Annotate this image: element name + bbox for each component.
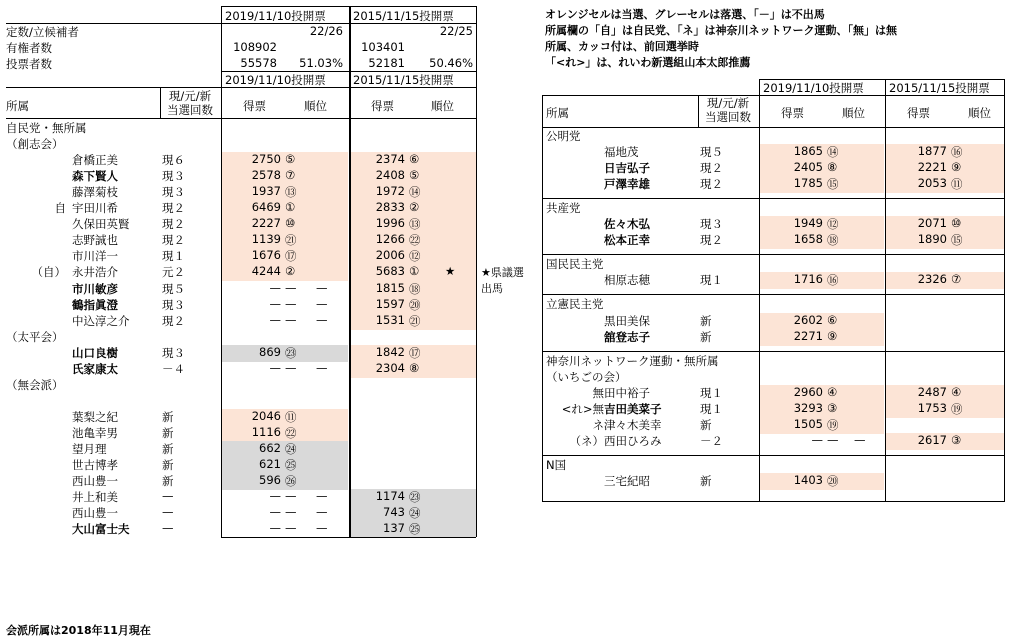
candidate-name: 相原志穂 bbox=[604, 273, 650, 288]
votes-2019: 1949 bbox=[793, 216, 823, 231]
votes-2019: 1403 bbox=[793, 472, 823, 487]
rank-2019-dash: — bbox=[316, 312, 328, 327]
votes-2015: 1877 bbox=[917, 144, 947, 159]
line bbox=[1004, 79, 1005, 502]
meta-2015-value: 52181 bbox=[368, 56, 405, 70]
candidate-name: 倉橋正美 bbox=[72, 153, 118, 168]
votes-2015: 1815 bbox=[375, 280, 405, 295]
candidate-status: 現３ bbox=[162, 185, 185, 200]
votes-2015: 2374 bbox=[375, 152, 405, 167]
line bbox=[6, 23, 476, 24]
votes-2015: 2617 bbox=[917, 432, 947, 447]
votes-2015: 1531 bbox=[375, 312, 405, 327]
rank-2019: ⑰ bbox=[285, 249, 297, 264]
votes-2019: — bbox=[811, 432, 823, 447]
meta-2019-value: 55578 bbox=[240, 56, 277, 70]
candidate-status: 新 bbox=[700, 313, 712, 328]
candidate-status: 新 bbox=[162, 474, 174, 489]
candidate-status: 現６ bbox=[162, 153, 185, 168]
votes-2019: 2271 bbox=[793, 328, 823, 343]
rank-2019: ⑦ bbox=[285, 168, 296, 183]
meta-2015-pct: 50.46% bbox=[429, 56, 473, 70]
votes-2019: — bbox=[269, 489, 281, 504]
rank-2015: ⑮ bbox=[951, 233, 963, 248]
candidate-status: 現５ bbox=[162, 281, 185, 296]
rank-2019: ⑮ bbox=[827, 177, 839, 192]
votes-2019: 662 bbox=[259, 441, 281, 455]
group-label: （太平会） bbox=[6, 329, 64, 344]
candidate-status: 現１ bbox=[162, 249, 185, 264]
rank-2015: ⑱ bbox=[409, 281, 421, 296]
rank-2015: ⑪ bbox=[951, 177, 963, 192]
candidate-status: 現２ bbox=[162, 313, 185, 328]
candidate-name: 山口良樹 bbox=[72, 345, 118, 360]
candidate-name: 佐々木弘 bbox=[604, 217, 650, 232]
rank-2019: ⑫ bbox=[827, 217, 839, 232]
line bbox=[542, 501, 1004, 502]
votes-2019: 2960 bbox=[793, 384, 823, 399]
date-2019-subheader: 2019/11/10投開票 bbox=[225, 73, 326, 87]
date-2019-header: 2019/11/10投開票 bbox=[763, 81, 864, 95]
line bbox=[542, 294, 1004, 295]
rank-2015: ④ bbox=[951, 384, 962, 399]
candidate-name: 望月理 bbox=[72, 442, 107, 456]
group-label: （創志会） bbox=[6, 137, 64, 152]
votes-2019: 2405 bbox=[793, 160, 823, 175]
candidate-status: 現２ bbox=[700, 233, 723, 248]
line bbox=[542, 95, 1004, 96]
rank-2019: — bbox=[285, 360, 297, 375]
rank-2015: ㉒ bbox=[409, 233, 421, 248]
col-header-votes-2015: 得票 bbox=[371, 99, 394, 113]
votes-2015: 1890 bbox=[917, 232, 947, 247]
candidate-name: 中込淳之介 bbox=[72, 313, 130, 328]
line bbox=[542, 127, 1004, 128]
candidate-status: 新 bbox=[162, 458, 174, 473]
votes-2015: 137 bbox=[383, 521, 405, 536]
candidate-name: 森下賢人 bbox=[72, 169, 118, 184]
candidate-name: 葉梨之紀 bbox=[72, 409, 118, 424]
votes-2015: 1597 bbox=[375, 296, 405, 311]
candidate-name: 世古博孝 bbox=[72, 458, 118, 473]
votes-2019: 1785 bbox=[793, 176, 823, 191]
votes-2015: 2006 bbox=[375, 248, 405, 263]
candidate-status: 現１ bbox=[700, 401, 723, 416]
candidate-status: 現２ bbox=[700, 161, 723, 176]
rank-2019: ⑬ bbox=[285, 185, 297, 200]
rank-2019: ㉑ bbox=[285, 233, 297, 248]
votes-2019: — bbox=[269, 505, 281, 520]
votes-2019: 1716 bbox=[793, 272, 823, 287]
votes-2015: 2833 bbox=[375, 200, 405, 215]
rank-2019: ㉖ bbox=[285, 474, 297, 489]
votes-2015: 1842 bbox=[375, 344, 405, 359]
group-label: N国 bbox=[546, 457, 567, 472]
candidate-status: 現２ bbox=[162, 233, 185, 248]
candidate-status: 新 bbox=[162, 425, 174, 440]
rank-2015: ㉕ bbox=[409, 522, 421, 537]
votes-2019: — bbox=[269, 280, 281, 295]
rank-2019: ⑭ bbox=[827, 145, 839, 160]
candidate-name: 鶴指眞澄 bbox=[72, 297, 118, 312]
line bbox=[6, 87, 476, 88]
candidate-name: 西山豊一 bbox=[72, 506, 118, 521]
rank-2015: ⑦ bbox=[951, 272, 962, 287]
votes-2015: 1174 bbox=[375, 489, 405, 504]
candidate-status: 新 bbox=[700, 417, 712, 432]
line bbox=[885, 79, 886, 502]
rank-2019: — bbox=[285, 312, 297, 327]
rank-2019: ⑲ bbox=[827, 417, 839, 432]
rank-2019: ⑧ bbox=[827, 160, 838, 175]
meta-2015-value: 103401 bbox=[361, 40, 405, 54]
rank-2019-dash: — bbox=[316, 296, 328, 311]
candidate-status: 現３ bbox=[162, 345, 185, 360]
rank-2015: ⑭ bbox=[409, 185, 421, 200]
rank-2019-dash: — bbox=[316, 521, 328, 536]
col-header-status-count: 当選回数 bbox=[705, 110, 751, 124]
rank-2015: ㉓ bbox=[409, 490, 421, 505]
candidate-status: 新 bbox=[700, 473, 712, 488]
candidate-name: 日吉弘子 bbox=[604, 161, 650, 176]
meta-2015-value: 22/25 bbox=[439, 24, 473, 38]
candidate-name: 久保田英賢 bbox=[72, 217, 130, 232]
col-header-status: 現/元/新 bbox=[168, 89, 212, 103]
votes-2019: — bbox=[269, 312, 281, 327]
rank-2019: ⑱ bbox=[827, 233, 839, 248]
candidate-status: 現２ bbox=[162, 217, 185, 232]
rank-2019: ㉕ bbox=[285, 458, 297, 473]
group-label: 国民民主党 bbox=[546, 257, 604, 272]
line bbox=[160, 87, 161, 118]
candidate-name: 市川敏彦 bbox=[72, 281, 118, 296]
rank-2015: ⑰ bbox=[409, 345, 421, 360]
candidate-status: 現３ bbox=[162, 297, 185, 312]
votes-2019: 1676 bbox=[251, 248, 281, 263]
rank-2019: ⑪ bbox=[285, 409, 297, 424]
candidate-name: 津々木美幸 bbox=[604, 417, 662, 432]
candidate-affiliation: 無 bbox=[592, 385, 604, 400]
votes-2015: 2221 bbox=[917, 160, 947, 175]
candidate-name: 田中裕子 bbox=[604, 385, 650, 400]
line bbox=[698, 95, 699, 127]
rank-2015: ㉑ bbox=[409, 313, 421, 328]
legend-note-line: 所属、カッコ付は、前回選挙時 bbox=[545, 40, 699, 53]
votes-2019: 2227 bbox=[251, 216, 281, 231]
candidate-name: 藤澤菊枝 bbox=[72, 185, 118, 200]
line bbox=[221, 537, 476, 538]
rank-2019: ⑩ bbox=[285, 216, 296, 231]
footnote: 会派所属は2018年11月現在 bbox=[6, 624, 151, 637]
votes-2019: 869 bbox=[259, 344, 281, 359]
rank-2015: ⑳ bbox=[409, 297, 421, 312]
votes-2019: 2602 bbox=[793, 312, 823, 327]
col-header-status-count: 当選回数 bbox=[167, 103, 213, 117]
rank-2019: — bbox=[285, 280, 297, 295]
meta-2019-value: 22/26 bbox=[309, 24, 343, 38]
meta-label: 定数/立候補者 bbox=[6, 25, 79, 39]
line bbox=[542, 455, 1004, 456]
candidate-name: 宇田川希 bbox=[72, 201, 118, 216]
votes-2015: 2326 bbox=[917, 272, 947, 287]
line bbox=[759, 79, 760, 502]
candidate-name: 戸澤幸雄 bbox=[604, 177, 650, 192]
rank-2019: ③ bbox=[827, 400, 838, 415]
rank-2015: ① bbox=[409, 264, 420, 279]
votes-2019: 1116 bbox=[251, 424, 281, 439]
rank-2019: — bbox=[827, 432, 839, 447]
rank-2019: ⑨ bbox=[827, 328, 838, 343]
date-2019-header: 2019/11/10投開票 bbox=[225, 9, 326, 23]
candidate-status: 現３ bbox=[700, 217, 723, 232]
candidate-name: 舘登志子 bbox=[604, 329, 650, 344]
candidate-affiliation: （ネ） bbox=[569, 433, 604, 448]
candidate-name: 市川洋一 bbox=[72, 249, 118, 264]
rank-2019: ㉓ bbox=[285, 345, 297, 360]
rank-2015: ⑨ bbox=[951, 160, 962, 175]
date-2015-header: 2015/11/15投開票 bbox=[353, 9, 454, 23]
candidate-name: 黒田美保 bbox=[604, 313, 650, 328]
rank-2019-dash: — bbox=[854, 432, 866, 447]
col-header-rank-2019: 順位 bbox=[842, 106, 865, 120]
rank-2019: — bbox=[285, 489, 297, 504]
rank-2019: ② bbox=[285, 264, 296, 279]
candidate-status: — bbox=[162, 521, 174, 536]
candidate-name: 松本正幸 bbox=[604, 233, 650, 248]
rank-2019: ⑥ bbox=[827, 312, 838, 327]
col-header-party: 所属 bbox=[546, 106, 569, 120]
col-header-rank-2015: 順位 bbox=[968, 106, 991, 120]
star-note-line1: ★県議選 bbox=[481, 266, 524, 280]
line bbox=[221, 6, 222, 537]
date-2015-subheader: 2015/11/15投開票 bbox=[353, 73, 454, 87]
candidate-status: 新 bbox=[700, 329, 712, 344]
candidate-name: 志野誠也 bbox=[72, 233, 118, 248]
candidate-status: 新 bbox=[162, 409, 174, 424]
group-label: 立憲民主党 bbox=[546, 297, 604, 312]
rank-2019-dash: — bbox=[316, 505, 328, 520]
candidate-status: 現５ bbox=[700, 145, 723, 160]
rank-2019: ⑯ bbox=[827, 273, 839, 288]
votes-2015: 2487 bbox=[917, 384, 947, 399]
candidate-status: 現２ bbox=[162, 201, 185, 216]
candidate-status: 新 bbox=[162, 442, 174, 456]
candidate-name: 池亀幸男 bbox=[72, 425, 118, 440]
group-label: 神奈川ネットワーク運動・無所属 bbox=[546, 353, 719, 368]
right-results-table bbox=[540, 0, 1010, 610]
group-label: 共産党 bbox=[546, 201, 581, 216]
col-header-status: 現/元/新 bbox=[706, 96, 750, 110]
candidate-status: 現１ bbox=[700, 385, 723, 400]
candidate-status: －４ bbox=[162, 361, 185, 376]
line bbox=[349, 6, 351, 537]
rank-2015: ⑤ bbox=[409, 168, 420, 183]
col-header-votes-2019: 得票 bbox=[243, 99, 266, 113]
candidate-status: 現１ bbox=[700, 273, 723, 288]
candidate-name: 大山富士夫 bbox=[72, 522, 130, 537]
candidate-name: 永井浩介 bbox=[72, 265, 118, 280]
rank-2015: ⑯ bbox=[951, 145, 963, 160]
star-mark: ★ bbox=[445, 264, 456, 279]
rank-2015: ⑲ bbox=[951, 401, 963, 416]
meta-2019-value: 108902 bbox=[233, 40, 277, 54]
votes-2019: 6469 bbox=[251, 200, 281, 215]
candidate-affiliation: （自） bbox=[31, 265, 66, 280]
rank-2019: ④ bbox=[827, 384, 838, 399]
rank-2019: — bbox=[285, 521, 297, 536]
rank-2019: ㉒ bbox=[285, 425, 297, 440]
rank-2015: ② bbox=[409, 200, 420, 215]
rank-2015: ⑥ bbox=[409, 152, 420, 167]
votes-2015: 2304 bbox=[375, 360, 405, 375]
meta-2019-pct: 51.03% bbox=[299, 56, 343, 70]
date-2015-header: 2015/11/15投開票 bbox=[889, 81, 990, 95]
votes-2019: 621 bbox=[259, 457, 281, 472]
col-header-votes-2015: 得票 bbox=[907, 106, 930, 120]
candidate-name: 吉田美菜子 bbox=[604, 401, 662, 416]
votes-2015: 2071 bbox=[917, 216, 947, 231]
candidate-name: 井上和美 bbox=[72, 490, 118, 505]
candidate-status: 現２ bbox=[700, 177, 723, 192]
votes-2015: 2053 bbox=[917, 176, 947, 191]
left-results-table bbox=[0, 0, 480, 620]
line bbox=[542, 198, 1004, 199]
rank-2015: ⑬ bbox=[409, 217, 421, 232]
candidate-affiliation: <れ>無 bbox=[561, 401, 604, 416]
line bbox=[542, 351, 1004, 352]
col-header-votes-2019: 得票 bbox=[781, 106, 804, 120]
line bbox=[476, 6, 477, 537]
group-label: 公明党 bbox=[546, 129, 581, 143]
votes-2019: 2046 bbox=[251, 408, 281, 423]
star-note-line2: 出馬 bbox=[481, 282, 503, 296]
votes-2019: 1658 bbox=[793, 232, 823, 247]
votes-2019: — bbox=[269, 296, 281, 311]
votes-2019: 596 bbox=[259, 473, 281, 488]
candidate-status: 現３ bbox=[162, 169, 185, 184]
rank-2015: ㉔ bbox=[409, 506, 421, 521]
votes-2015: 1266 bbox=[375, 232, 405, 247]
votes-2015: 5683 bbox=[375, 264, 405, 279]
group-label: （いちごの会） bbox=[546, 369, 627, 384]
votes-2019: 4244 bbox=[251, 264, 281, 279]
votes-2019: — bbox=[269, 521, 281, 536]
line bbox=[542, 95, 543, 502]
legend-note-line: オレンジセルは当選、グレーセルは落選、「－」は不出馬 bbox=[545, 8, 825, 21]
rank-2015: ③ bbox=[951, 432, 962, 447]
candidate-status: — bbox=[162, 489, 174, 504]
rank-2019-dash: — bbox=[316, 489, 328, 504]
line bbox=[6, 118, 476, 119]
votes-2019: 1865 bbox=[793, 144, 823, 159]
candidate-name: 西田ひろみ bbox=[604, 433, 662, 448]
rank-2019: ⑳ bbox=[827, 473, 839, 488]
votes-2015: 743 bbox=[383, 505, 405, 520]
rank-2019-dash: — bbox=[316, 360, 328, 375]
meta-label: 投票者数 bbox=[6, 57, 52, 71]
candidate-affiliation: ネ bbox=[592, 417, 604, 432]
candidate-affiliation: 自 bbox=[54, 201, 66, 216]
votes-2019: 2750 bbox=[251, 152, 281, 167]
votes-2019: 2578 bbox=[251, 168, 281, 183]
rank-2019: ㉔ bbox=[285, 442, 297, 456]
votes-2019: 1937 bbox=[251, 184, 281, 199]
rank-2019: ⑤ bbox=[285, 152, 296, 167]
candidate-name: 三宅紀昭 bbox=[604, 473, 650, 488]
votes-2019: 3293 bbox=[793, 400, 823, 415]
legend-note-line: 所属欄の「自」は自民党、「ネ」は神奈川ネットワーク運動、「無」は無 bbox=[545, 24, 897, 37]
group-label: 自民党・無所属 bbox=[6, 121, 87, 135]
votes-2015: 1972 bbox=[375, 184, 405, 199]
votes-2015: 2408 bbox=[375, 168, 405, 183]
col-header-rank-2019: 順位 bbox=[304, 99, 327, 113]
col-header-rank-2015: 順位 bbox=[431, 99, 454, 113]
candidate-name: 福地茂 bbox=[604, 145, 639, 160]
rank-2015: ⑩ bbox=[951, 216, 962, 231]
rank-2019: ① bbox=[285, 200, 296, 215]
votes-2015: 1996 bbox=[375, 216, 405, 231]
legend-note-line: 「<れ>」は、れいわ新選組山本太郎推薦 bbox=[545, 56, 751, 69]
candidate-name: 氏家康太 bbox=[72, 361, 118, 376]
group-label: （無会派） bbox=[6, 377, 64, 392]
col-header-party: 所属 bbox=[6, 99, 29, 113]
candidate-name: 西山豊一 bbox=[72, 474, 118, 489]
rank-2019: — bbox=[285, 505, 297, 520]
line bbox=[759, 79, 1004, 80]
votes-2019: 1505 bbox=[793, 416, 823, 431]
votes-2019: 1139 bbox=[251, 232, 281, 247]
candidate-status: －２ bbox=[700, 433, 723, 448]
line bbox=[542, 254, 1004, 255]
votes-2019: — bbox=[269, 360, 281, 375]
candidate-status: — bbox=[162, 505, 174, 520]
candidate-status: 元２ bbox=[162, 265, 185, 280]
votes-2015: 1753 bbox=[917, 400, 947, 415]
meta-label: 有権者数 bbox=[6, 41, 52, 55]
rank-2015: ⑫ bbox=[409, 249, 421, 264]
rank-2019-dash: — bbox=[316, 280, 328, 295]
rank-2015: ⑧ bbox=[409, 360, 420, 375]
rank-2019: — bbox=[285, 296, 297, 311]
